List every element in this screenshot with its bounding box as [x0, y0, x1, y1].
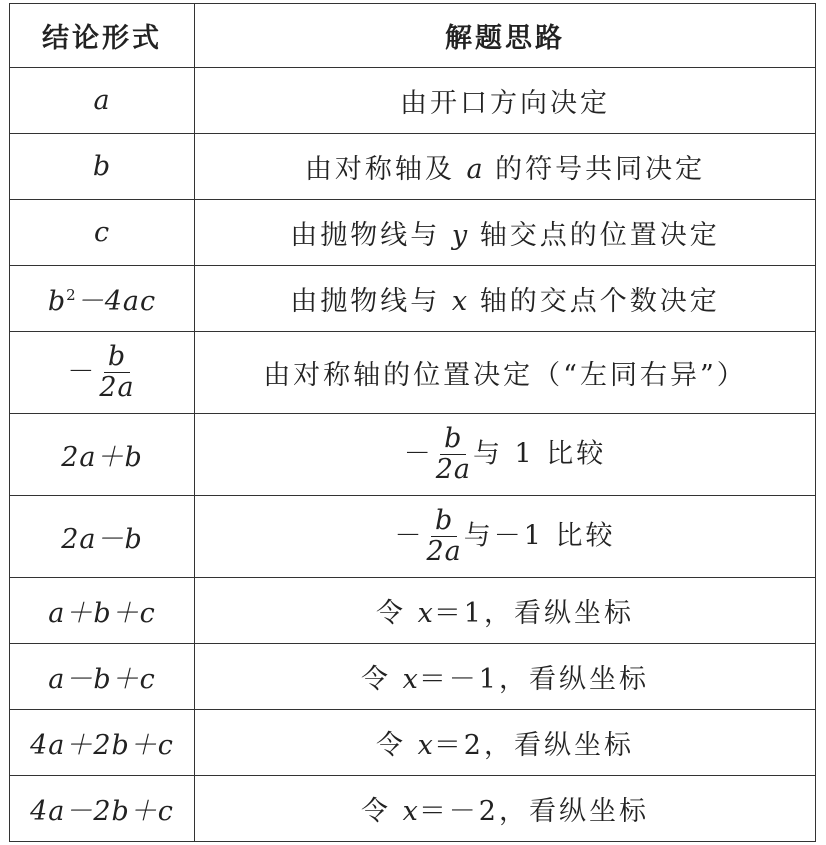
method-cell [195, 496, 816, 578]
method-cell [195, 644, 816, 710]
fraction-numerator: b [431, 507, 457, 537]
method-variable: x [402, 796, 419, 827]
method-cell [195, 414, 816, 496]
table-header-row [10, 4, 816, 68]
method-text: ＝－2，看纵坐标 [418, 796, 649, 827]
method-cell [195, 134, 816, 200]
table-row [10, 266, 816, 332]
form-cell [10, 332, 195, 414]
method-cell [195, 578, 816, 644]
minus-sign: － [394, 520, 425, 551]
fraction-numerator: b [440, 425, 466, 455]
method-text: ＝－1，看纵坐标 [418, 664, 649, 695]
method-cell [195, 776, 816, 842]
fraction-denominator: 2a [426, 536, 462, 567]
form-cell [10, 776, 195, 842]
table-row [10, 644, 816, 710]
form-expression: 4a＋2b＋c [30, 730, 174, 761]
form-cell [10, 578, 195, 644]
form-expression: b [92, 151, 112, 182]
form-cell [10, 200, 195, 266]
header-conclusion-form: 结论形式 [10, 4, 195, 68]
method-text: 与 1 比较 [472, 438, 607, 469]
fraction [435, 422, 471, 485]
form-cell [10, 710, 195, 776]
form-exponent: 2 [66, 286, 77, 304]
method-text: 轴的交点个数决定 [479, 286, 720, 317]
form-expression: c [93, 217, 111, 248]
conclusion-method-table [9, 3, 816, 842]
method-cell: 由对称轴的位置决定（“左同右异”） [195, 332, 816, 414]
form-rest: －4ac [76, 286, 157, 317]
fraction-denominator: 2a [99, 372, 135, 403]
form-expression: a [93, 85, 111, 116]
form-expression: 2a－b [61, 524, 143, 555]
form-expression: a－b＋c [48, 664, 156, 695]
form-cell [10, 134, 195, 200]
form-expression: 4a－2b＋c [30, 796, 174, 827]
table-row [10, 496, 816, 578]
method-variable: x [417, 730, 434, 761]
fraction-numerator: b [104, 343, 130, 373]
method-variable: a [466, 154, 484, 185]
method-text: 令 [360, 796, 403, 827]
fraction [99, 340, 135, 403]
form-cell [10, 414, 195, 496]
form-cell [10, 644, 195, 710]
minus-sign: － [403, 438, 434, 469]
header-solution-method: 解题思路 [195, 4, 816, 68]
table-row [10, 578, 816, 644]
method-cell: 由开口方向决定 [195, 68, 816, 134]
method-text: 的符号共同决定 [495, 154, 706, 185]
form-cell [10, 68, 195, 134]
form-expression: 2a＋b [61, 442, 143, 473]
method-text: 由抛物线与 [290, 286, 441, 317]
table-row [10, 68, 816, 134]
form-cell [10, 496, 195, 578]
method-variable: x [402, 664, 419, 695]
fraction-denominator: 2a [435, 454, 471, 485]
method-text: 由抛物线与 [290, 220, 441, 251]
form-base: b [47, 286, 67, 317]
form-cell [10, 266, 195, 332]
table-row [10, 414, 816, 496]
method-text: 由对称轴及 [304, 154, 455, 185]
method-text: ＝2，看纵坐标 [433, 730, 634, 761]
table-row [10, 776, 816, 842]
form-expression [48, 286, 156, 317]
table-row [10, 200, 816, 266]
fraction [426, 504, 462, 567]
method-text: 令 [375, 730, 418, 761]
method-text: ＝1，看纵坐标 [433, 598, 634, 629]
method-variable: y [451, 220, 469, 251]
form-expression: a＋b＋c [48, 598, 156, 629]
method-text: 与－1 比较 [463, 520, 616, 551]
method-text: 轴交点的位置决定 [479, 220, 720, 251]
table-row [10, 134, 816, 200]
method-text: 令 [375, 598, 418, 629]
method-variable: x [417, 598, 434, 629]
method-cell [195, 266, 816, 332]
table-row [10, 710, 816, 776]
table-row [10, 332, 816, 414]
method-cell [195, 710, 816, 776]
method-cell [195, 200, 816, 266]
minus-sign: － [67, 356, 98, 387]
method-variable: x [451, 286, 469, 317]
method-text: 令 [360, 664, 403, 695]
